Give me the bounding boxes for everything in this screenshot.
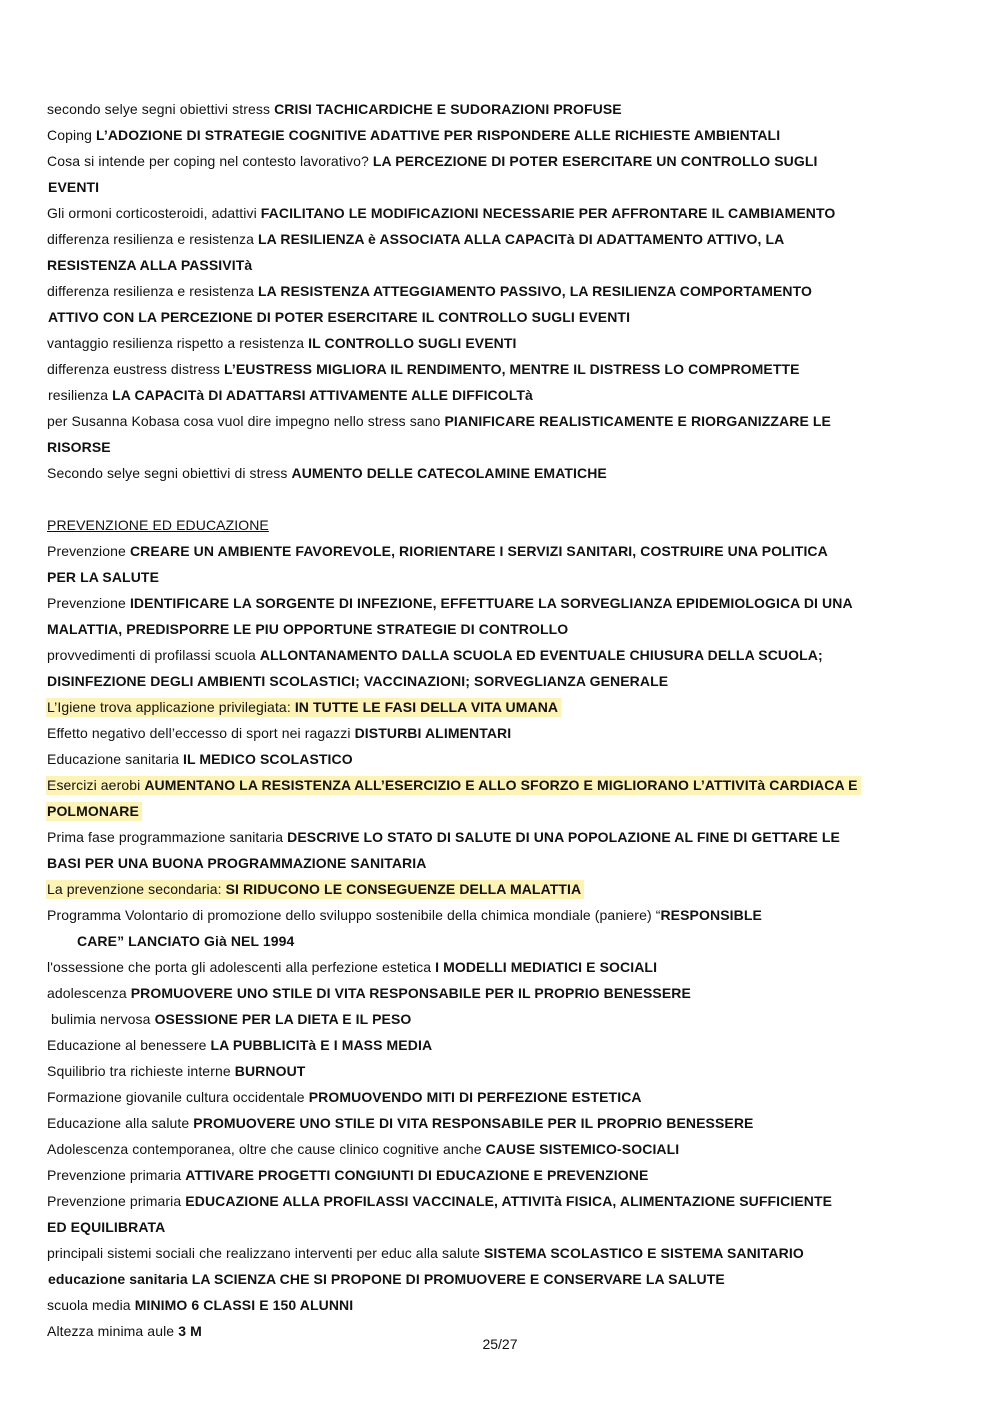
text-line: Prevenzione primaria ATTIVARE PROGETTI CONGIUNTI DI EDUCAZIONE E PREVENZIONE <box>47 1167 649 1183</box>
page-number: 25/27 <box>482 1336 518 1352</box>
text-line: Educazione sanitaria IL MEDICO SCOLASTICO <box>47 751 353 767</box>
text-line: Gli ormoni corticosteroidi, adattivi FACILITANO LE MODIFICAZIONI NECESSARIE PER AFFRONTARE IL CAMBIAMENTO <box>47 205 836 221</box>
text-line: Educazione alla salute PROMUOVERE UNO STILE DI VITA RESPONSABILE PER IL PROPRIO BENESSERE <box>47 1115 754 1131</box>
highlighted-line: POLMONARE <box>47 798 927 824</box>
text-line: ED EQUILIBRATA <box>47 1219 166 1235</box>
text-line: adolescenza PROMUOVERE UNO STILE DI VITA RESPONSABILE PER IL PROPRIO BENESSERE <box>47 985 691 1001</box>
highlighted-line: La prevenzione secondaria: SI RIDUCONO LE CONSEGUENZE DELLA MALATTIA <box>47 876 927 902</box>
text-body <box>47 96 927 1344</box>
text-line: RISORSE <box>47 439 111 455</box>
text-line: resilienza LA CAPACITà DI ADATTARSI ATTIVAMENTE ALLE DIFFICOLTà <box>48 387 533 403</box>
text-line: Prima fase programmazione sanitaria DESCRIVE LO STATO DI SALUTE DI UNA POPOLAZIONE AL FINE DI GETTARE LE <box>47 829 840 845</box>
text-line: CARE” LANCIATO Già NEL 1994 <box>77 933 295 949</box>
text-line: Secondo selye segni obiettivi di stress AUMENTO DELLE CATECOLAMINE EMATICHE <box>47 465 607 481</box>
text-line: differenza resilienza e resistenza LA RESILIENZA è ASSOCIATA ALLA CAPACITà DI ADATTAMENTO ATTIVO, LA <box>47 231 785 247</box>
text-line: differenza eustress distress L’EUSTRESS MIGLIORA IL RENDIMENTO, MENTRE IL DISTRESS LO COMPROMETTE <box>47 361 800 377</box>
text-line: Educazione al benessere LA PUBBLICITà E I MASS MEDIA <box>47 1037 433 1053</box>
blank-line <box>47 486 927 512</box>
text-line: Coping L’ADOZIONE DI STRATEGIE COGNITIVE ADATTIVE PER RISPONDERE ALLE RICHIESTE AMBIENTALI <box>47 127 781 143</box>
text-line: Prevenzione CREARE UN AMBIENTE FAVOREVOLE, RIORIENTARE I SERVIZI SANITARI, COSTRUIRE UNA POLITICA <box>47 543 828 559</box>
text-line: scuola media MINIMO 6 CLASSI E 150 ALUNNI <box>47 1297 354 1313</box>
text-line: MALATTIA, PREDISPORRE LE PIU OPPORTUNE STRATEGIE DI CONTROLLO <box>47 621 569 637</box>
text-line: principali sistemi sociali che realizzano interventi per educ alla salute SISTEMA SCOLASTICO E SISTEMA SANITARIO <box>47 1245 804 1261</box>
text-line: Formazione giovanile cultura occidentale PROMUOVENDO MITI DI PERFEZIONE ESTETICA <box>47 1089 642 1105</box>
text-line: l'ossessione che porta gli adolescenti alla perfezione estetica I MODELLI MEDIATICI E SOCIALI <box>47 959 658 975</box>
text-line: vantaggio resilienza rispetto a resistenza IL CONTROLLO SUGLI EVENTI <box>47 335 517 351</box>
text-line: RESISTENZA ALLA PASSIVITà <box>47 257 253 273</box>
text-line: Squilibrio tra richieste interne BURNOUT <box>47 1063 306 1079</box>
text-line: Adolescenza contemporanea, oltre che cause clinico cognitive anche CAUSE SISTEMICO-SOCIALI <box>47 1141 680 1157</box>
text-line: ATTIVO CON LA PERCEZIONE DI POTER ESERCITARE IL CONTROLLO SUGLI EVENTI <box>48 309 631 325</box>
text-line: differenza resilienza e resistenza LA RESISTENZA ATTEGGIAMENTO PASSIVO, LA RESILIENZA COMPORTAMENTO <box>47 283 813 299</box>
text-line: BASI PER UNA BUONA PROGRAMMAZIONE SANITARIA <box>47 855 427 871</box>
text-line: EVENTI <box>48 179 100 195</box>
text-line: Effetto negativo dell’eccesso di sport nei ragazzi DISTURBI ALIMENTARI <box>47 725 512 741</box>
highlighted-line: L’Igiene trova applicazione privilegiata: IN TUTTE LE FASI DELLA VITA UMANA <box>47 694 927 720</box>
text-line: Altezza minima aule 3 M <box>47 1323 202 1339</box>
text-line: Prevenzione primaria EDUCAZIONE ALLA PROFILASSI VACCINALE, ATTIVITà FISICA, ALIMENTAZIONE SUFFICIENTE <box>47 1193 833 1209</box>
text-line: Prevenzione IDENTIFICARE LA SORGENTE DI INFEZIONE, EFFETTUARE LA SORVEGLIANZA EPIDEMIOLOGICA DI UNA <box>47 595 853 611</box>
text-line: bulimia nervosa OSESSIONE PER LA DIETA E IL PESO <box>51 1011 412 1027</box>
text-line: Cosa si intende per coping nel contesto lavorativo? LA PERCEZIONE DI POTER ESERCITARE UN CONTROLLO SUGLI <box>47 153 818 169</box>
text-line: per Susanna Kobasa cosa vuol dire impegno nello stress sano PIANIFICARE REALISTICAMENTE E RIORGANIZZARE LE <box>47 413 831 429</box>
text-line: educazione sanitaria LA SCIENZA CHE SI PROPONE DI PROMUOVERE E CONSERVARE LA SALUTE <box>48 1271 725 1287</box>
text-line: provvedimenti di profilassi scuola ALLONTANAMENTO DALLA SCUOLA ED EVENTUALE CHIUSURA DELLA SCUOLA; <box>47 647 823 663</box>
text-line: PER LA SALUTE <box>47 569 160 585</box>
highlighted-line: Esercizi aerobi AUMENTANO LA RESISTENZA ALL’ESERCIZIO E ALLO SFORZO E MIGLIORANO L’ATTIVITà CARDIACA E <box>47 772 927 798</box>
text-line: DISINFEZIONE DEGLI AMBIENTI SCOLASTICI; VACCINAZIONI; SORVEGLIANZA GENERALE <box>47 673 669 689</box>
text-line: Programma Volontario di promozione dello sviluppo sostenibile della chimica mondiale (paniere) “RESPONSIBLE <box>47 907 762 923</box>
section-heading: PREVENZIONE ED EDUCAZIONE <box>47 517 269 533</box>
text-line: secondo selye segni obiettivi stress CRISI TACHICARDICHE E SUDORAZIONI PROFUSE <box>47 101 622 117</box>
